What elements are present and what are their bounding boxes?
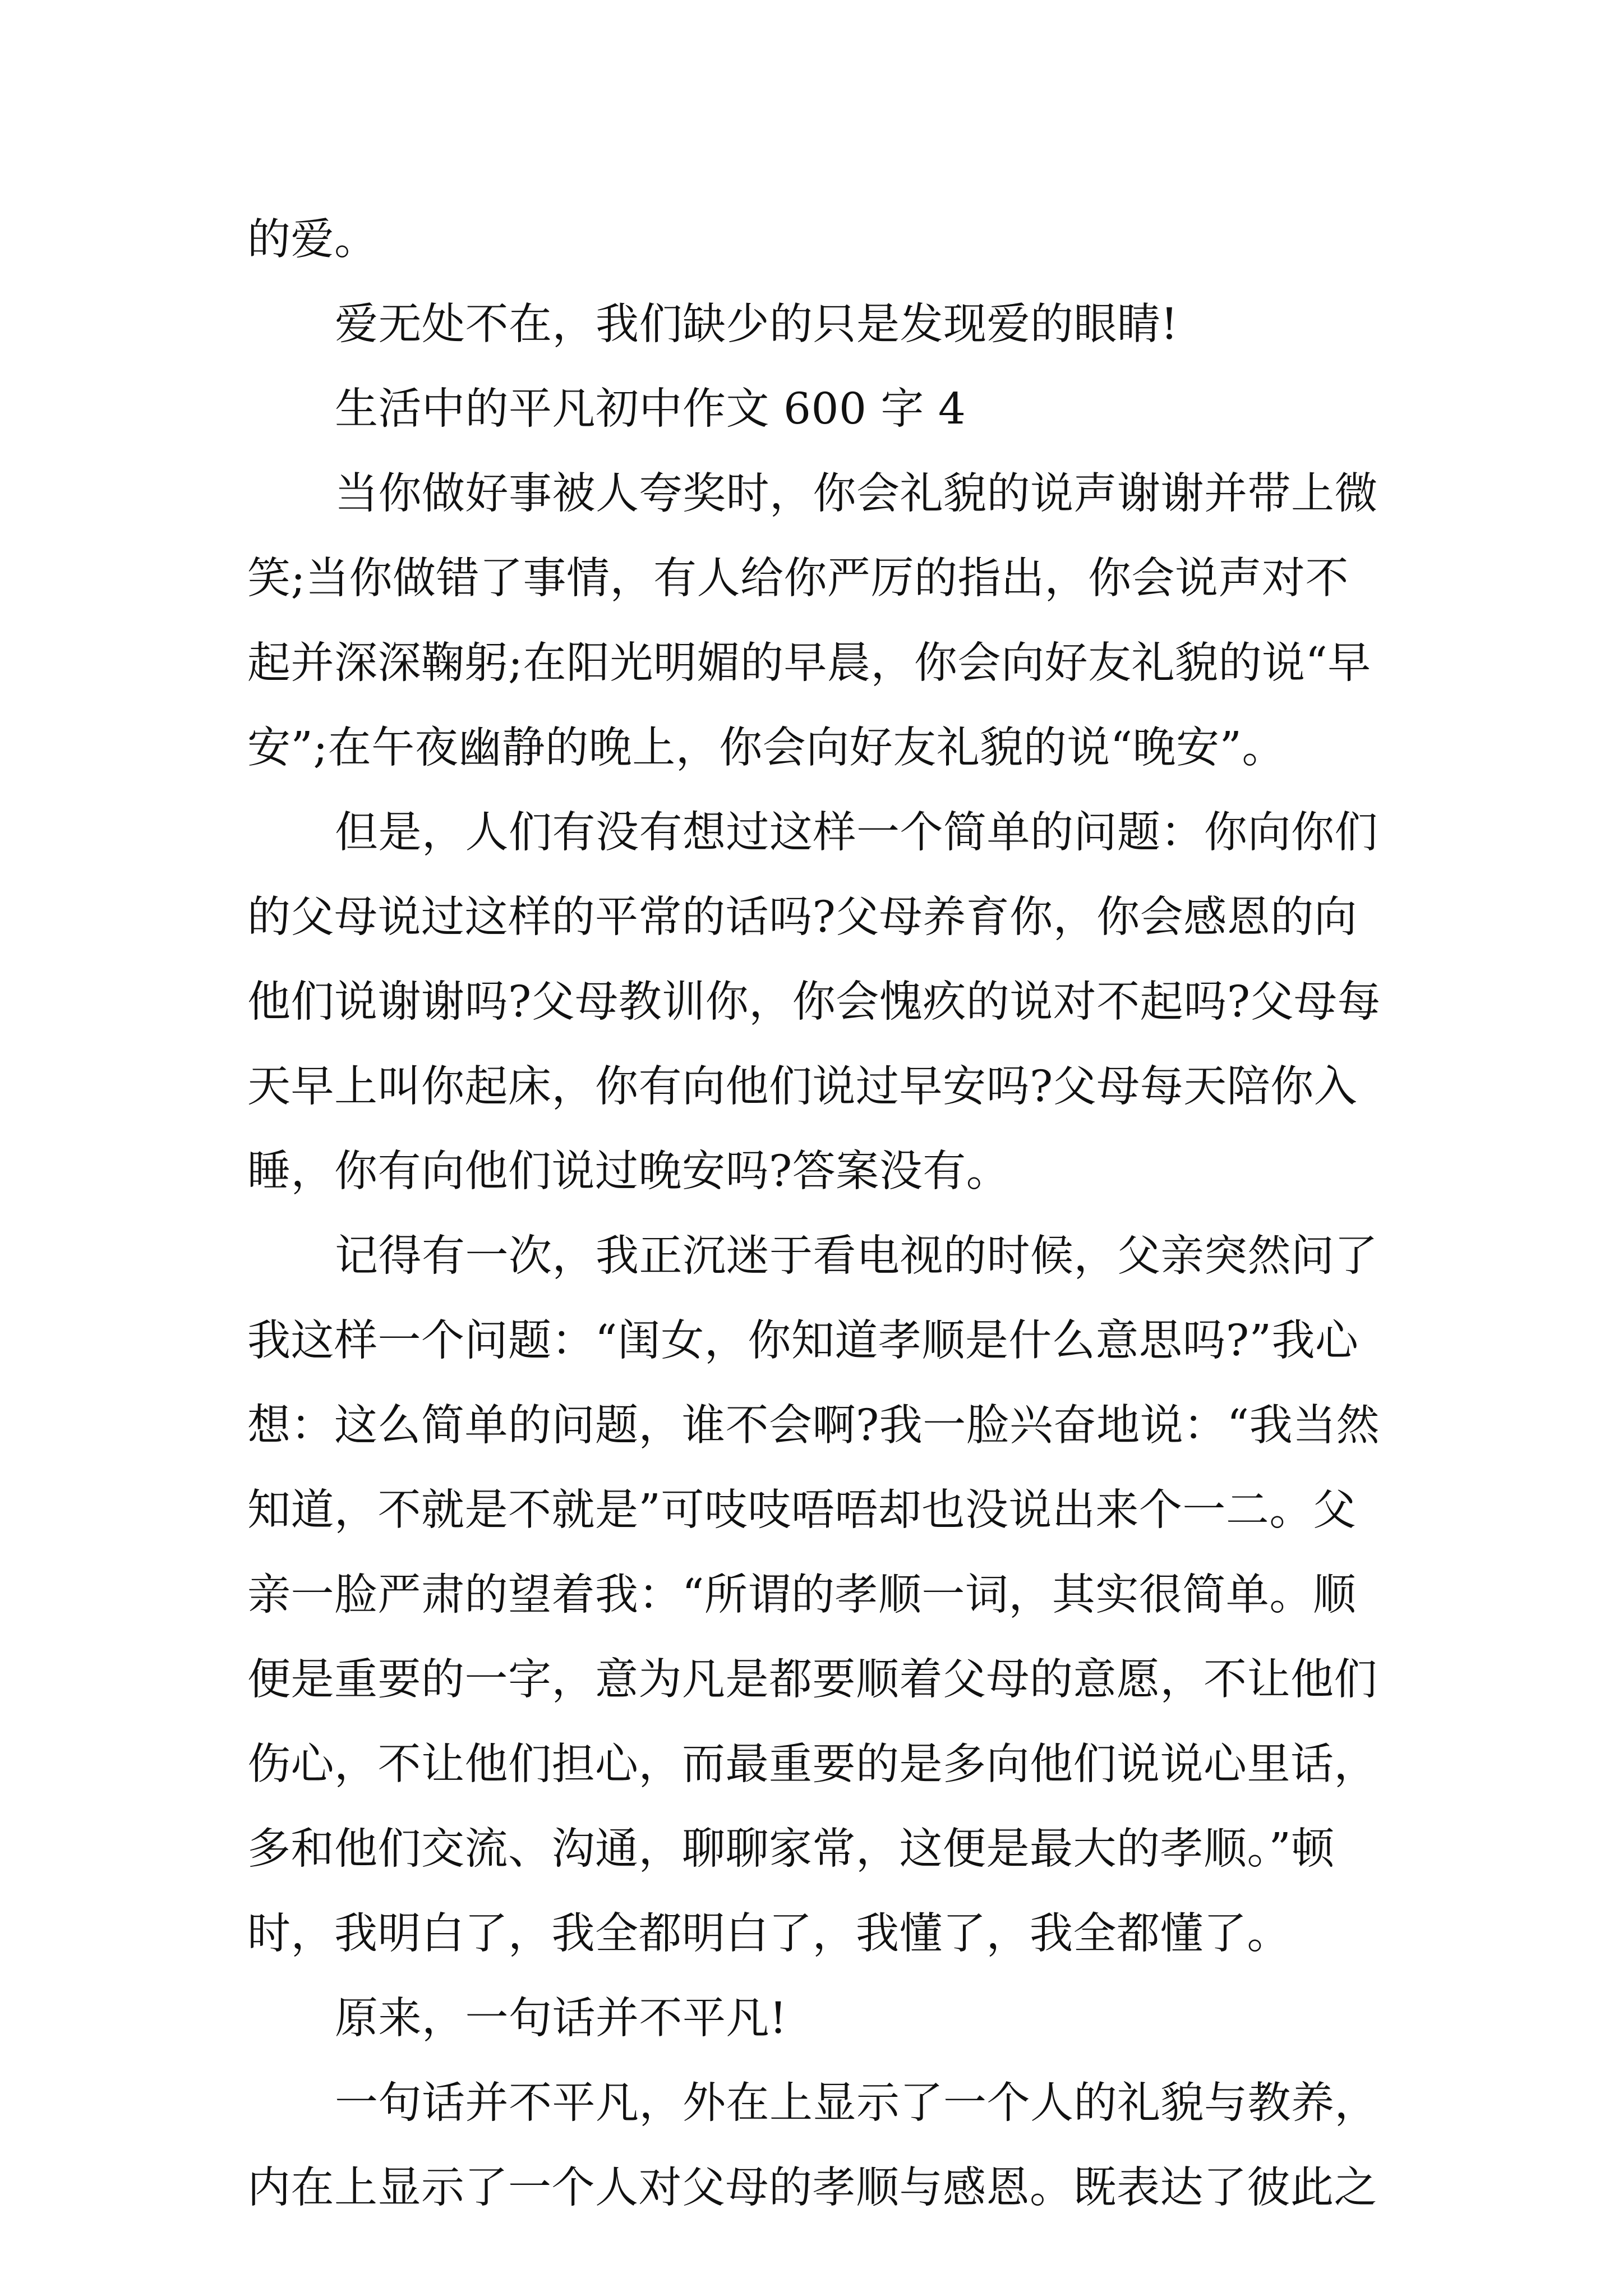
text-line: 伤心，不让他们担心，而最重要的是多向他们说说心里话， bbox=[247, 1740, 1377, 1789]
text-line: 但是，人们有没有想过这样一个简单的问题：你向你们 bbox=[335, 808, 1378, 858]
text-line: 天早上叫你起床，你有向他们说过早安吗?父母每天陪你入 bbox=[247, 1062, 1358, 1112]
text-line: 亲一脸严肃的望着我：“所谓的孝顺一词，其实很简单。顺 bbox=[247, 1570, 1357, 1620]
text-line: 知道，不就是不就是”可吱吱唔唔却也没说出来个一二。父 bbox=[247, 1485, 1357, 1535]
text-line: 睡，你有向他们说过晚安吗?答案没有。 bbox=[247, 1147, 1010, 1197]
text-line: 我这样一个问题：“闺女，你知道孝顺是什么意思吗?”我心 bbox=[247, 1316, 1359, 1366]
text-line: 起并深深鞠躬;在阳光明媚的早晨，你会向好友礼貌的说“早 bbox=[247, 638, 1371, 688]
text-line: 记得有一次，我正沉迷于看电视的时候，父亲突然问了 bbox=[335, 1231, 1378, 1281]
text-line: 时，我明白了，我全都明白了，我懂了，我全都懂了。 bbox=[247, 1909, 1290, 1959]
text-line: 想：这么简单的问题，谁不会啊?我一脸兴奋地说：“我当然 bbox=[247, 1401, 1380, 1451]
text-line: 内在上显示了一个人对父母的孝顺与感恩。既表达了彼此之 bbox=[247, 2163, 1377, 2213]
text-line: 的爱。 bbox=[247, 215, 378, 265]
text-line: 笑;当你做错了事情，有人给你严厉的指出，你会说声对不 bbox=[247, 554, 1349, 604]
text-line: 多和他们交流、沟通，聊聊家常，这便是最大的孝顺。”顿 bbox=[247, 1824, 1335, 1874]
text-line: 一句话并不平凡，外在上显示了一个人的礼貌与教养， bbox=[335, 2078, 1378, 2128]
text-line: 当你做好事被人夸奖时，你会礼貌的说声谢谢并带上微 bbox=[335, 469, 1378, 519]
text-line: 的父母说过这样的平常的话吗?父母养育你，你会感恩的向 bbox=[247, 892, 1358, 942]
text-line: 他们说谢谢吗?父母教训你，你会愧疚的说对不起吗?父母每 bbox=[247, 977, 1381, 1027]
text-line: 便是重要的一字，意为凡是都要顺着父母的意愿，不让他们 bbox=[247, 1655, 1377, 1705]
text-line: 原来，一句话并不平凡! bbox=[335, 1994, 787, 2044]
document-body bbox=[247, 197, 1386, 2230]
text-line: 安”;在午夜幽静的晚上，你会向好友礼貌的说“晚安”。 bbox=[247, 723, 1286, 773]
text-line: 爱无处不在，我们缺少的只是发现爱的眼睛! bbox=[335, 300, 1178, 349]
section-heading: 生活中的平凡初中作文 600 字 4 bbox=[335, 384, 966, 434]
